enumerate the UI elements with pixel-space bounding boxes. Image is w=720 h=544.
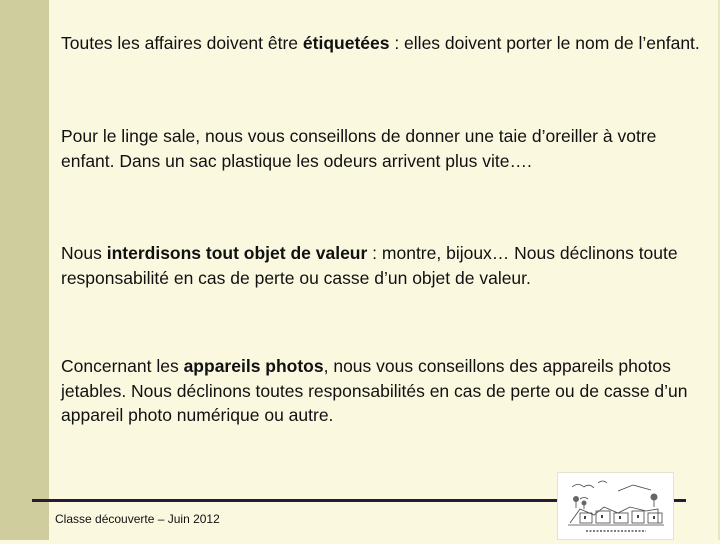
paragraph-valuables [61,241,701,290]
paragraph-cameras [61,354,701,428]
paragraph-text: Nous [61,243,107,263]
emphasis-text: interdisons tout objet de valeur [106,243,368,263]
footer-caption: Classe découverte – Juin 2012 [55,512,220,526]
emphasis-text: étiquetées [302,33,390,53]
paragraph-text: : montre, bijoux… Nous déclinons toute responsabilité en cas de perte ou casse d’un objet de valeur. [61,243,678,288]
building-sketch-icon [557,472,674,540]
paragraph-labelling [61,31,701,56]
paragraph-text: : elles doivent porter le nom de l’enfant. [389,33,700,53]
paragraph-text: Toutes les affaires doivent être [61,33,303,53]
paragraph-text: Pour le linge sale, nous vous conseillons de donner une taie d’oreiller à votre enfant. Dans un sac plastique les odeurs arrivent plus vite…. [61,126,657,171]
emphasis-text: appareils photos [183,356,324,376]
paragraph-text: , nous vous conseillons des appareils photos jetables. Nous déclinons toutes responsabilités en cas de perte ou de casse d’un appareil photo numérique ou autre. [61,356,688,425]
left-decorative-band [0,0,49,540]
paragraph-laundry [61,124,701,173]
paragraph-text: Concernant les [61,356,184,376]
